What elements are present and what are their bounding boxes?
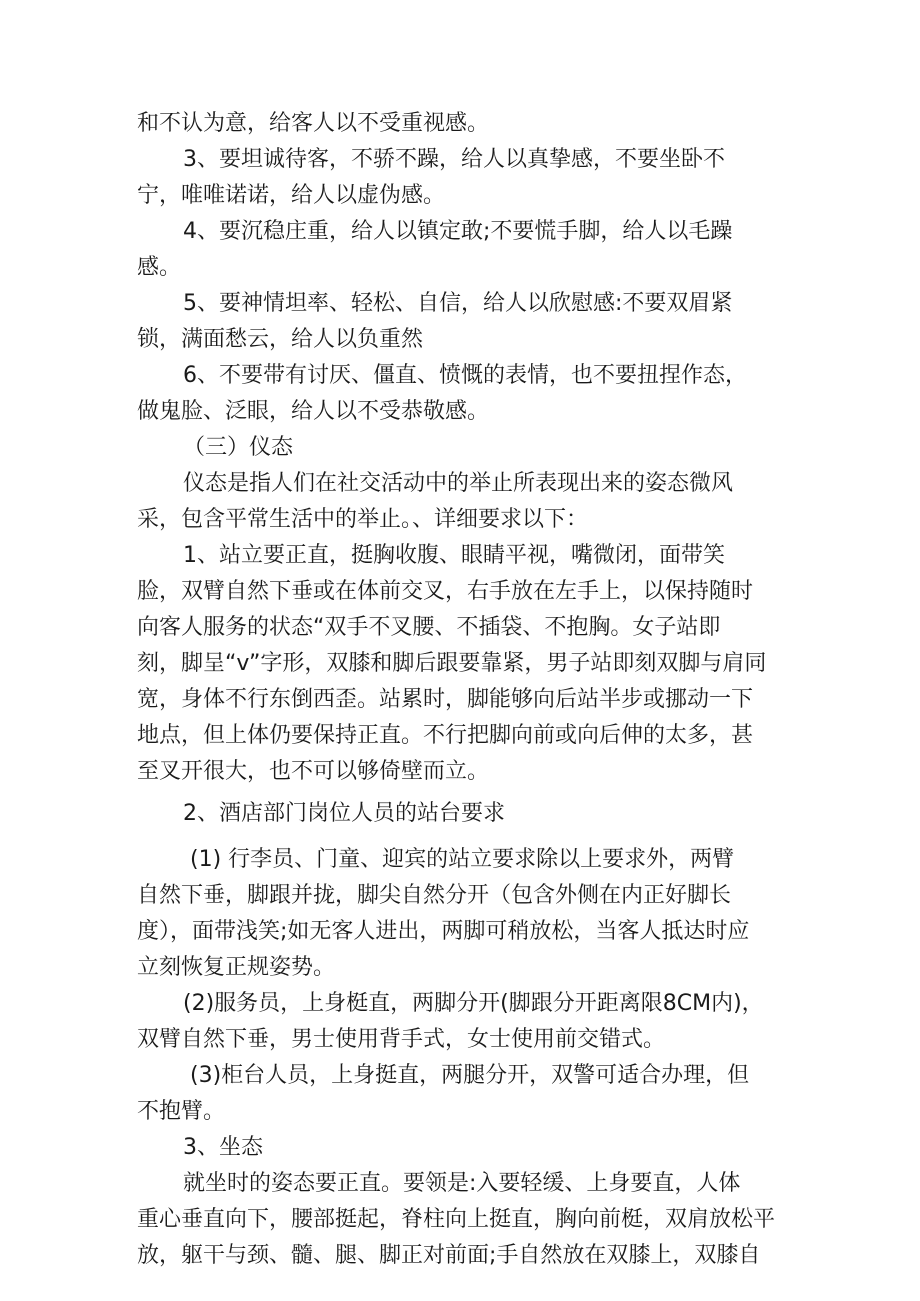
text-line: 和不认为意，给客人以不受重视感。 bbox=[137, 111, 490, 136]
text-line: 宁，唯唯诺诺，给人以虚伪感。 bbox=[137, 183, 446, 208]
text-line: (3)柜台人员，上身挺直，两腿分开，双警可适合办理，但 bbox=[190, 1063, 750, 1088]
text-line: 1、站立要正直，挺胸收腹、眼睛平视，嘴微闭，面带笑 bbox=[183, 543, 725, 568]
text-line: 刻，脚呈“v”字形，双膝和脚后跟要靠紧，男子站即刻双脚与肩同 bbox=[137, 651, 767, 676]
text-line: 放，躯干与颈、髓、腿、脚正对前面;手自然放在双膝上，双膝自 bbox=[137, 1243, 761, 1268]
text-line: 采，包含平常生活中的举止。、详细要求以下： bbox=[137, 507, 589, 532]
text-line: 4、要沉稳庄重，给人以镇定敢;不要慌手脚，给人以毛躁 bbox=[183, 219, 733, 244]
text-line: 至叉开很大，也不可以够倚壁而立。 bbox=[137, 759, 490, 784]
text-line: (1) 行李员、门童、迎宾的站立要求除以上要求外，两臂 bbox=[190, 847, 735, 872]
text-line: 做鬼脸、泛眼，给人以不受恭敬感。 bbox=[137, 399, 490, 424]
text-line: 就坐时的姿态要正直。要领是:入要轻缓、上身要直，人体 bbox=[183, 1171, 741, 1196]
text-line: 脸，双臂自然下垂或在体前交叉，右手放在左手上，以保持随时 bbox=[137, 579, 754, 604]
text-line: 不抱臂。 bbox=[137, 1099, 226, 1124]
section-heading: （三）仪态 bbox=[183, 435, 294, 460]
text-line: 立刻恢复正规姿势。 bbox=[137, 955, 336, 980]
text-line: 5、要神情坦率、轻松、自信，给人以欣慰感:不要双眉紧 bbox=[183, 291, 733, 316]
subsection-heading: 2、酒店部门岗位人员的站台要求 bbox=[183, 801, 505, 826]
text-line: 感。 bbox=[137, 255, 182, 280]
text-line: 向客人服务的状态“双手不叉腰、不插袋、不抱胸。女子站即 bbox=[137, 615, 721, 640]
text-line: 自然下垂，脚跟并拢，脚尖自然分开（包含外侧在内正好脚长 bbox=[137, 883, 732, 908]
text-line: 3、要坦诚待客，不骄不躁，给人以真挚感，不要坐卧不 bbox=[183, 147, 725, 172]
text-line: 锁，满面愁云，给人以负重然 bbox=[137, 327, 424, 352]
text-line: (2)服务员，上身梃直，两脚分开(脚跟分开距离限8CM内)， bbox=[183, 991, 764, 1016]
text-line: 仪态是指人们在社交活动中的举止所表现出来的姿态微风 bbox=[183, 471, 734, 496]
text-line: 6、不要带有讨厌、僵直、愤慨的表情，也不要扭捏作态， bbox=[183, 363, 747, 388]
text-line: 度），面带浅笑;如无客人进出，两脚可稍放松，当客人抵达时应 bbox=[137, 919, 750, 944]
text-line: 宽，身体不行东倒西歪。站累时，脚能够向后站半步或挪动一下 bbox=[137, 687, 754, 712]
subsection-heading: 3、坐态 bbox=[183, 1135, 263, 1160]
text-line: 地点，但上体仍要保持正直。不行把脚向前或向后伸的太多，甚 bbox=[137, 723, 754, 748]
text-line: 双臂自然下垂，男士使用背手式，女士使用前交错式。 bbox=[137, 1027, 666, 1052]
text-line: 重心垂直向下，腰部挺起，脊柱向上挺直，胸向前梃，双肩放松平 bbox=[137, 1207, 776, 1232]
